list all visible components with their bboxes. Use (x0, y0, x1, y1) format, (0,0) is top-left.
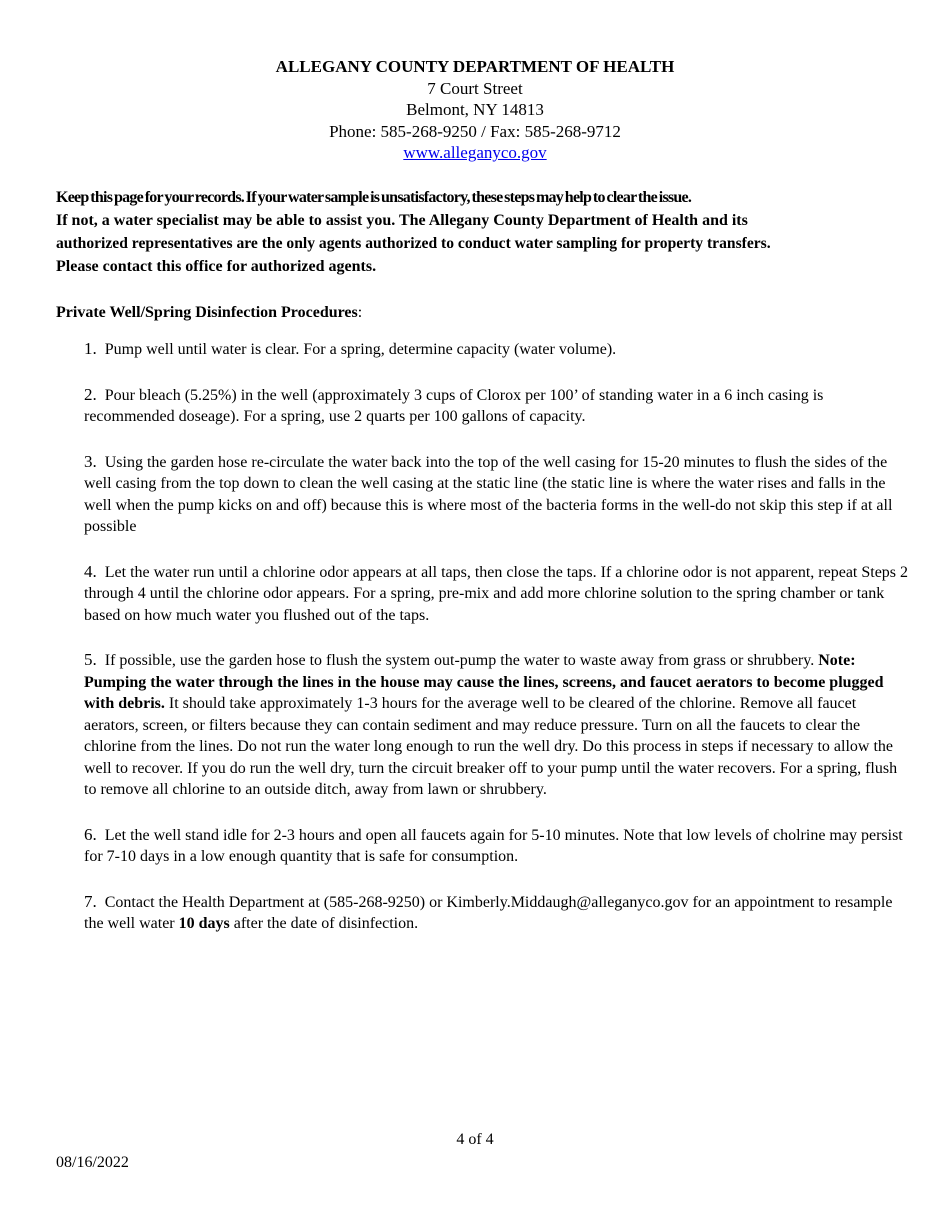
step-number: 2. (84, 384, 97, 404)
section-heading-text: Private Well/Spring Disinfection Procedures (56, 304, 358, 321)
organization-name: ALLEGANY COUNTY DEPARTMENT OF HEALTH (275, 57, 675, 76)
notice-line-4: Please contact this office for authorized agents. (56, 258, 377, 275)
page-number: 4 of 4 (456, 1131, 494, 1148)
step-number: 6. (84, 824, 97, 844)
step-1 (84, 338, 910, 361)
website-link[interactable]: www.alleganyco.gov (403, 143, 547, 162)
step-number: 5. (84, 650, 97, 669)
step-text: Using the garden hose re-circulate the water back into the top of the well casing for 15-20 minutes to flush the sides of the well casing from the top down to clean the well casing at the static line (the static line is where the water rises and falls in the well when the pump kicks on and off) because this is where most of the bacteria forms in the well-do not skip this step if at all possible (84, 453, 893, 535)
step-text: Let the water run until a chlorine odor appears at all taps, then close the taps. If a chlorine odor is not apparent, repeat Steps 2 through 4 until the chlorine odor appears. For a spring, pre-mix and add more chlorine solution to the spring chamber or tank based on how much water you flushed out of the taps. (84, 563, 909, 624)
step-text: Contact the Health Department at (585-268-9250) or Kimberly.Middaugh@alleganyco.gov for an appointment to resample the well water (84, 893, 893, 932)
step-number: 7. (84, 891, 97, 911)
notice-line-3: authorized representatives are the only agents authorized to conduct water sampling for property transfers. (56, 235, 771, 252)
records-notice (56, 186, 906, 278)
phone-fax: Phone: 585-268-9250 / Fax: 585-268-9712 (329, 121, 621, 141)
step-3 (84, 451, 910, 538)
procedure-steps (84, 338, 910, 935)
step-6 (84, 824, 910, 868)
step-5 (84, 649, 910, 801)
notice-line-2: If not, a water specialist may be able to assist you. The Allegany County Department of Health and its (56, 212, 748, 229)
section-heading (56, 302, 362, 323)
street-address: 7 Court Street (427, 78, 523, 98)
step-emphasis: 10 days (178, 915, 230, 932)
city-state-zip: Belmont, NY 14813 (406, 100, 544, 119)
revision-date: 08/16/2022 (56, 1154, 129, 1171)
step-note: Note: Pumping the water through the lines in the house may cause the lines, screens, and faucet aerators to become plugged with debris. (84, 652, 884, 712)
notice-line-1: Keep this page for your records. If your water sample is unsatisfactory, these steps may help to clear the issue. (56, 189, 692, 206)
step-text: Let the well stand idle for 2-3 hours and open all faucets again for 5-10 minutes. Note that low levels of cholrine may persist for 7-10 days in a low enough quantity that is safe for consumption. (84, 826, 903, 865)
step-number: 3. (84, 451, 97, 471)
step-text: Pump well until water is clear. For a spring, determine capacity (water volume). (104, 341, 617, 358)
step-7 (84, 891, 910, 935)
section-heading-colon: : (357, 304, 363, 321)
step-number: 1. (84, 339, 97, 358)
letterhead (0, 56, 950, 164)
step-4 (84, 561, 910, 627)
step-2 (84, 384, 910, 428)
step-text: If possible, use the garden hose to flush the system out-pump the water to waste away from grass or shrubbery. (104, 652, 815, 669)
step-text-continued: It should take approximately 1-3 hours for the average well to be cleared of the chlorine. Remove all faucet aerators, screen, or filters because they can contain sediment and may reduce pressure. Turn on all the faucets to clear the chlorine from the lines. Do not run the water long enough to run the well dry. Do this process in steps if necessary to allow the well to recover. If you do run the well dry, turn the circuit breaker off to your pump until the water recovers. For a spring, flush to remove all chlorine to an outside ditch, away from lawn or shrubbery. (84, 695, 898, 798)
step-number: 4. (84, 561, 97, 581)
step-text: Pour bleach (5.25%) in the well (approximately 3 cups of Clorox per 100’ of standing water in a 6 inch casing is recommended doseage). For a spring, use 2 quarts per 100 gallons of capacity. (84, 386, 824, 425)
step-text-continued: after the date of disinfection. (233, 915, 419, 932)
